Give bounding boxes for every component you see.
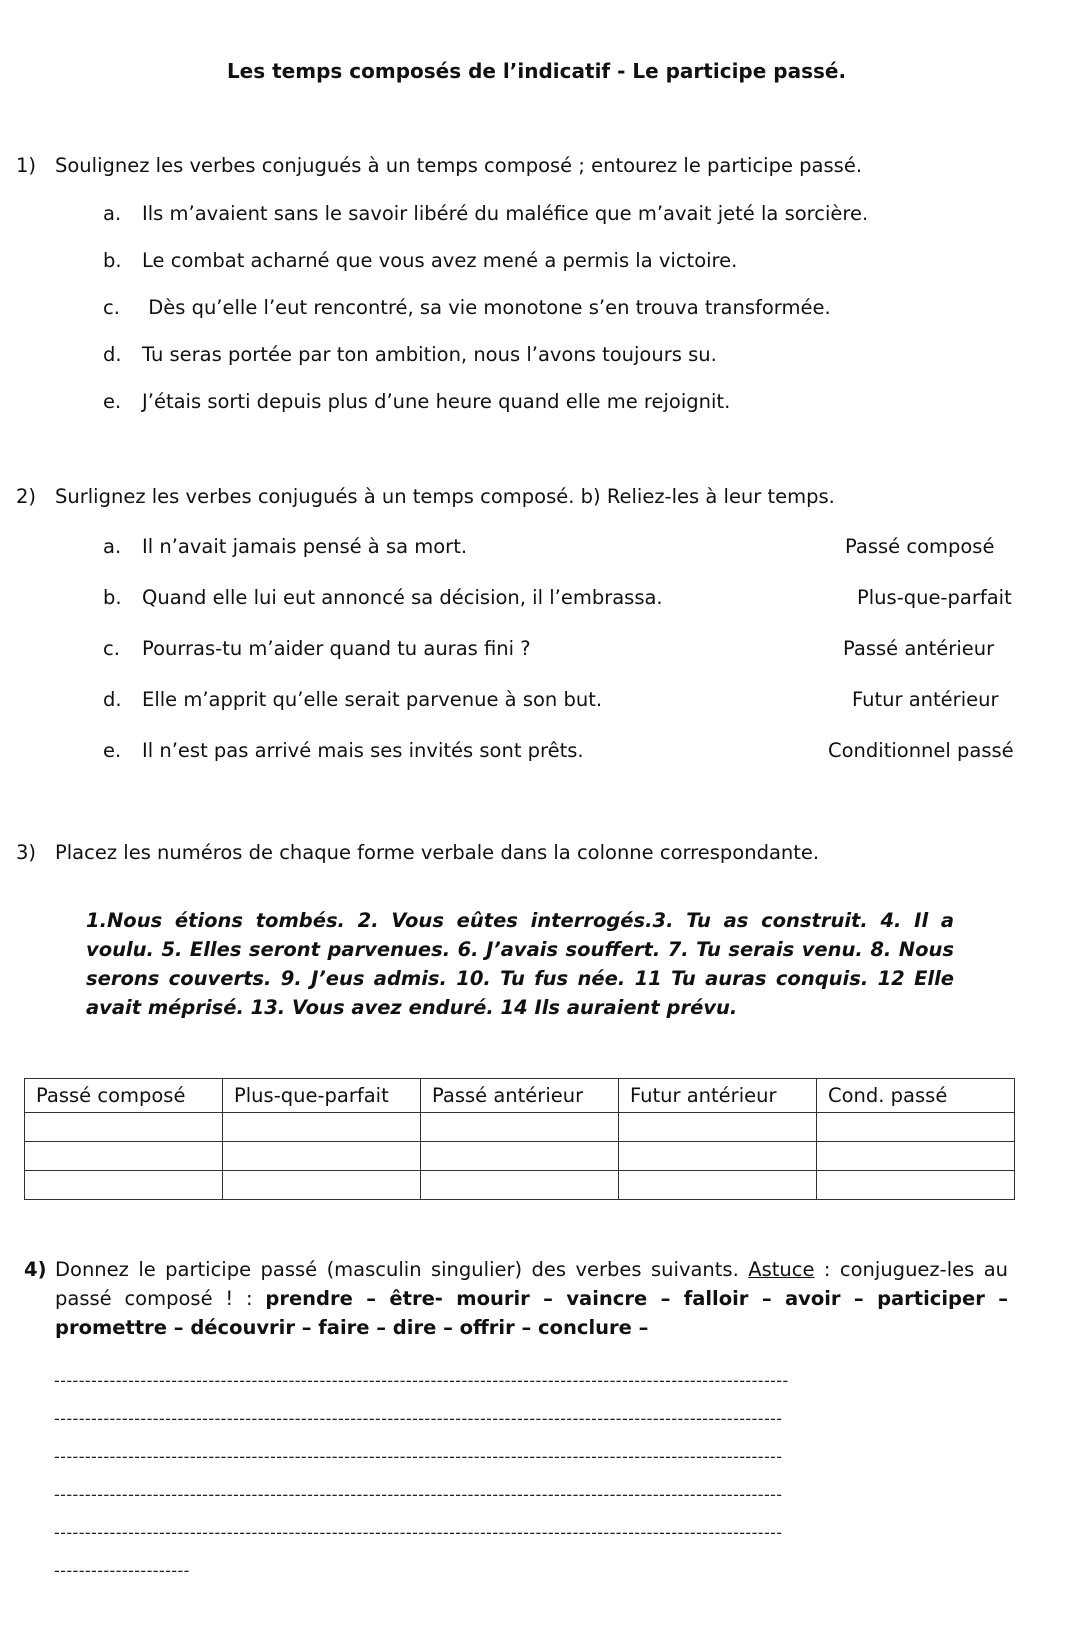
- sentence: Le combat acharné que vous avez mené a permis la victoire.: [142, 249, 738, 272]
- item-letter: a.: [103, 535, 122, 558]
- item-letter: b.: [103, 586, 122, 609]
- question-instruction: Placez les numéros de chaque forme verbale dans la colonne correspondante.: [55, 841, 820, 864]
- table-cell[interactable]: [817, 1142, 1015, 1171]
- tense-label: Futur antérieur: [852, 688, 999, 711]
- table-cell[interactable]: [223, 1171, 421, 1200]
- verb-forms-list: 1.Nous étions tombés. 2. Vous eûtes interrogés.3. Tu as construit. 4. Il a voulu. 5. Elles seront parvenues. 6. J’avais souffert. 7. Tu serais venu. 8. Nous serons couverts. 9. J’eus admis. 10. Tu fus née. 11 Tu auras conquis. 12 Elle avait méprisé. 13. Vous avez enduré. 14 Ils auraient prévu.: [86, 909, 954, 1019]
- question-number: 4): [24, 1258, 47, 1281]
- question-number: 3): [16, 841, 37, 864]
- question-number: 2): [16, 485, 37, 508]
- table-row: [25, 1142, 1015, 1171]
- item-letter: e.: [103, 390, 122, 413]
- sentence: Pourras-tu m’aider quand tu auras fini ?: [142, 637, 531, 660]
- sentence: Elle m’apprit qu’elle serait parvenue à son but.: [142, 688, 603, 711]
- table-cell[interactable]: [25, 1113, 223, 1142]
- sentence: Quand elle lui eut annoncé sa décision, il l’embrassa.: [142, 586, 663, 609]
- item-letter: d.: [103, 343, 122, 366]
- table-cell[interactable]: [619, 1142, 817, 1171]
- sentence: Dès qu’elle l’eut rencontré, sa vie monotone s’en trouva transformée.: [142, 296, 831, 319]
- item-letter: d.: [103, 688, 122, 711]
- table-cell[interactable]: [25, 1142, 223, 1171]
- verb-list: prendre – être- mourir – vaincre – falloir – avoir – participer – promettre – découvrir – faire – dire – offrir – conclure –: [55, 1287, 1008, 1339]
- table-cell[interactable]: [421, 1113, 619, 1142]
- item-letter: a.: [103, 202, 122, 225]
- astuce-label: Astuce: [748, 1258, 815, 1281]
- table-row: [25, 1113, 1015, 1142]
- tense-label: Passé composé: [845, 535, 995, 558]
- question-number: 1): [16, 154, 37, 177]
- table-header: Cond. passé: [817, 1079, 1015, 1113]
- page-title: Les temps composés de l’indicatif - Le participe passé.: [226, 59, 847, 83]
- tense-label: Conditionnel passé: [828, 739, 1014, 762]
- table-row: [25, 1171, 1015, 1200]
- sentence: Ils m’avaient sans le savoir libéré du maléfice que m’avait jeté la sorcière.: [142, 202, 869, 225]
- table-header: Passé composé: [25, 1079, 223, 1113]
- table-header: Futur antérieur: [619, 1079, 817, 1113]
- table-header: Passé antérieur: [421, 1079, 619, 1113]
- sentence: J’étais sorti depuis plus d’une heure quand elle me rejoignit.: [142, 390, 731, 413]
- instruction-text: Donnez le participe passé (masculin singulier) des verbes suivants.: [55, 1258, 739, 1281]
- question-instruction: [55, 1255, 1008, 1342]
- table-cell[interactable]: [421, 1142, 619, 1171]
- table-cell[interactable]: [817, 1113, 1015, 1142]
- table-cell[interactable]: [223, 1142, 421, 1171]
- tense-label: Plus-que-parfait: [857, 586, 1012, 609]
- sentence: Il n’avait jamais pensé à sa mort.: [142, 535, 468, 558]
- table-cell[interactable]: [619, 1171, 817, 1200]
- question-instruction: Surlignez les verbes conjugués à un temps composé. b) Reliez-les à leur temps.: [55, 485, 835, 508]
- table-header-row: [25, 1079, 1015, 1113]
- tense-table: [24, 1078, 1015, 1200]
- instruction-hint: : conjuguez-les au passé composé ! :: [55, 1258, 1008, 1310]
- item-letter: e.: [103, 739, 122, 762]
- answer-line[interactable]: ----------------------------------------------------------------------------------------------------------------------: [54, 1485, 783, 1504]
- table-cell[interactable]: [223, 1113, 421, 1142]
- table-cell[interactable]: [421, 1171, 619, 1200]
- item-letter: c.: [103, 296, 120, 319]
- table-header: Plus-que-parfait: [223, 1079, 421, 1113]
- item-letter: b.: [103, 249, 122, 272]
- table-cell[interactable]: [25, 1171, 223, 1200]
- answer-line[interactable]: ----------------------------------------------------------------------------------------------------------------------: [54, 1523, 783, 1542]
- sentence: Il n’est pas arrivé mais ses invités sont prêts.: [142, 739, 584, 762]
- question-4: [24, 1255, 1008, 1342]
- answer-line[interactable]: ----------------------------------------------------------------------------------------------------------------------: [54, 1447, 783, 1466]
- sentence: Tu seras portée par ton ambition, nous l’avons toujours su.: [142, 343, 717, 366]
- question-instruction: Soulignez les verbes conjugués à un temps composé ; entourez le participe passé.: [55, 154, 863, 177]
- item-letter: c.: [103, 637, 120, 660]
- table-cell[interactable]: [619, 1113, 817, 1142]
- answer-line[interactable]: ----------------------------------------------------------------------------------------------------------------------: [54, 1409, 783, 1428]
- table-cell[interactable]: [817, 1171, 1015, 1200]
- answer-line[interactable]: -----------------------------------------------------------------------------------------------------------------------: [54, 1371, 789, 1390]
- answer-line[interactable]: ----------------------: [54, 1561, 190, 1580]
- tense-label: Passé antérieur: [843, 637, 995, 660]
